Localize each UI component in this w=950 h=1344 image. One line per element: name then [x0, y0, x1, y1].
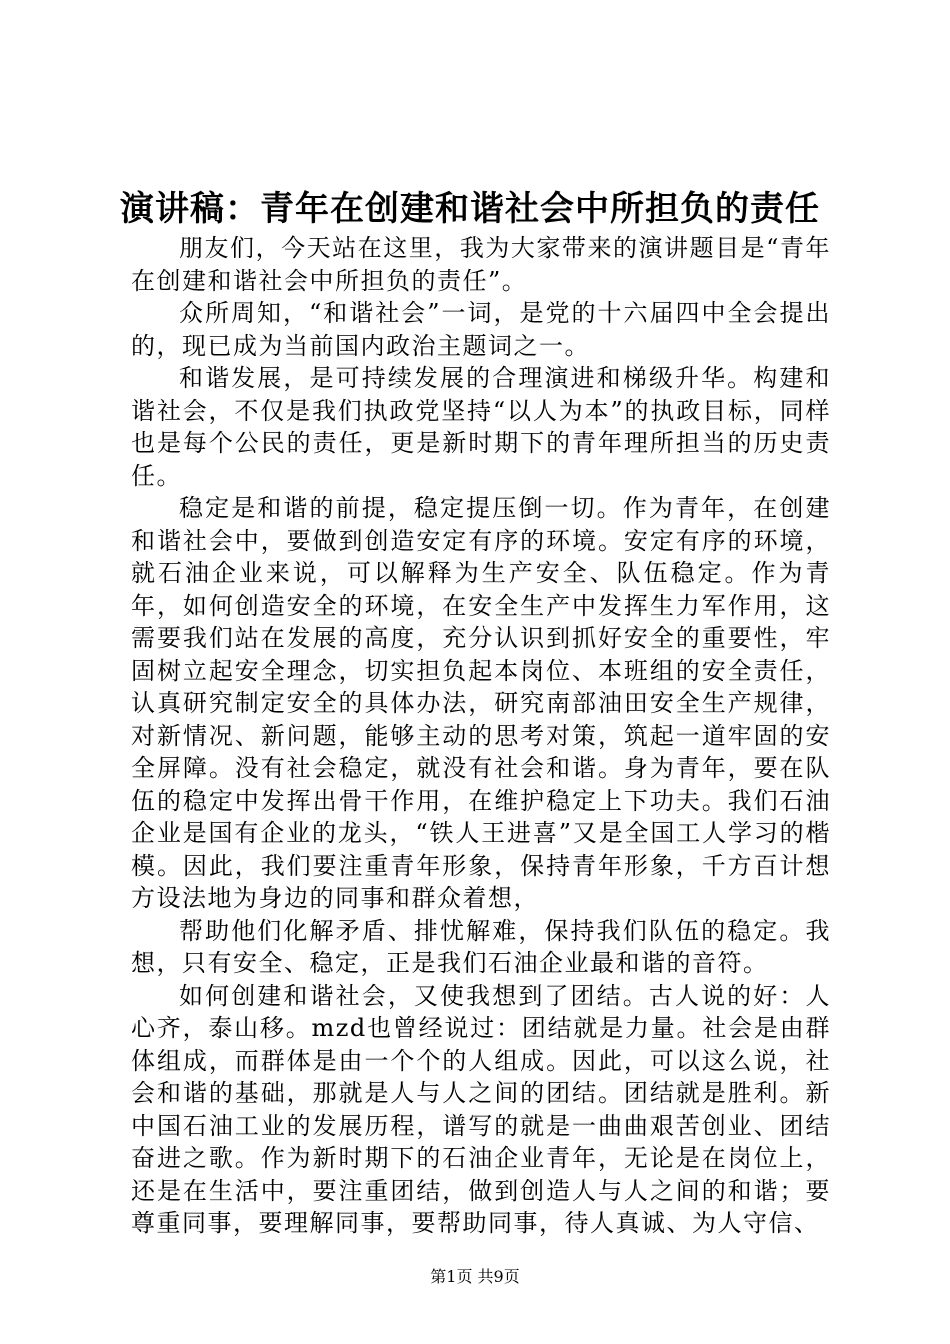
paragraph-5: 帮助他们化解矛盾、排忧解难，保持我们队伍的稳定。我想，只有安全、稳定，正是我们石油企业最和谐的音符。: [131, 916, 831, 977]
paragraph-1: 朋友们，今天站在这里，我为大家带来的演讲题目是“青年在创建和谐社会中所担负的责任”。: [131, 234, 831, 295]
paragraph-6: 如何创建和谐社会，又使我想到了团结。古人说的好：人心齐，泰山移。mzd也曾经说过：团结就是力量。社会是由群体组成，而群体是由一个个的人组成。因此，可以这么说，社会和谐的基础，那就是人与人之间的团结。团结就是胜利。新中国石油工业的发展历程，谱写的就是一曲曲艰苦创业、团结奋进之歌。作为新时期下的石油企业青年，无论是在岗位上，还是在生活中，要注重团结，做到创造人与人之间的和谐；要尊重同事，要理解同事，要帮助同事，待人真诚、为人守信、: [131, 981, 831, 1237]
page-number-footer: 第1页 共9页: [430, 1267, 520, 1286]
paragraph-2: 众所周知，“和谐社会”一词，是党的十六届四中全会提出的，现已成为当前国内政治主题词之一。: [131, 299, 831, 360]
paragraph-4: 稳定是和谐的前提，稳定提压倒一切。作为青年，在创建和谐社会中，要做到创造安定有序的环境。安定有序的环境，就石油企业来说，可以解释为生产安全、队伍稳定。作为青年，如何创造安全的环境，在安全生产中发挥生力军作用，这需要我们站在发展的高度，充分认识到抓好安全的重要性，牢固树立起安全理念，切实担负起本岗位、本班组的安全责任，认真研究制定安全的具体办法，研究南部油田安全生产规律，对新情况、新问题，能够主动的思考对策，筑起一道牢固的安全屏障。没有社会稳定，就没有社会和谐。身为青年，要在队伍的稳定中发挥出骨干作用，在维护稳定上下功夫。我们石油企业是国有企业的龙头，“铁人王进喜”又是全国工人学习的楷模。因此，我们要注重青年形象，保持青年形象，千方百计想方设法地为身边的同事和群众着想，: [131, 494, 831, 912]
document-body: [131, 232, 831, 1240]
document-title: 演讲稿：青年在创建和谐社会中所担负的责任: [120, 189, 820, 229]
paragraph-3: 和谐发展，是可持续发展的合理演进和梯级升华。构建和谐社会，不仅是我们执政党坚持“以人为本”的执政目标，同样也是每个公民的责任，更是新时期下的青年理所担当的历史责任。: [131, 364, 831, 490]
